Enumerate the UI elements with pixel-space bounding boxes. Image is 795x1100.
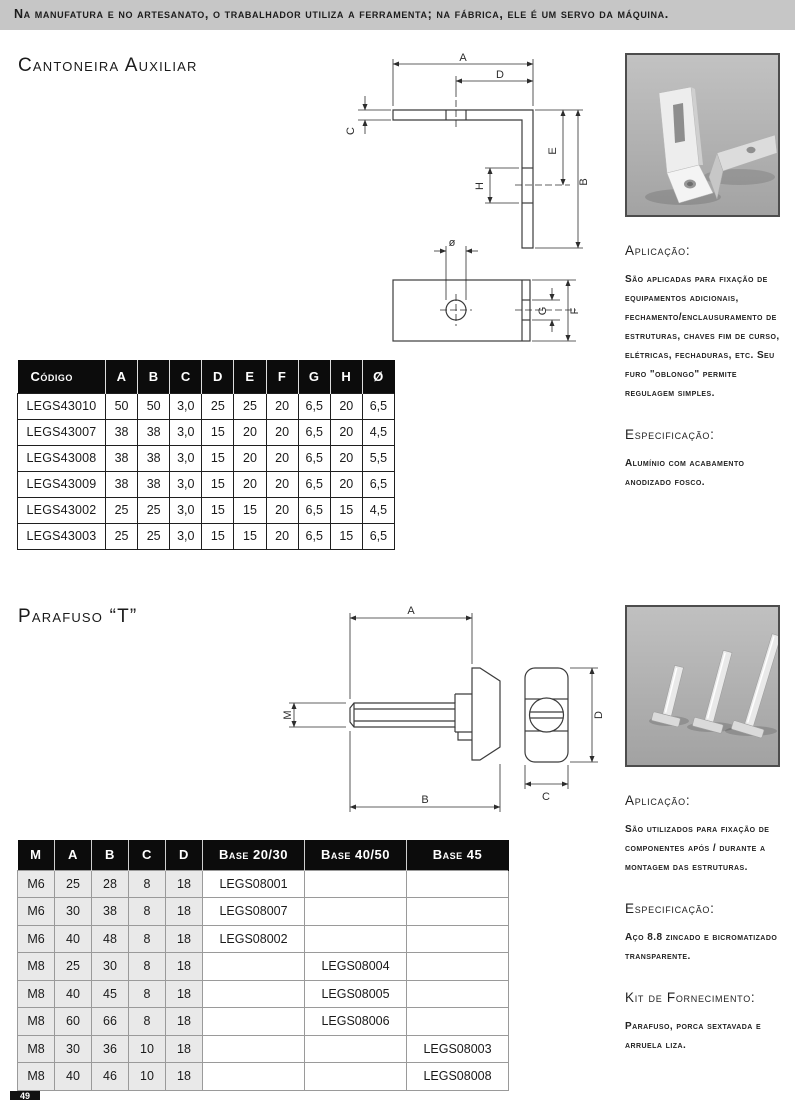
table-cell: 18 <box>166 1008 203 1036</box>
table-cell: LEGS08005 <box>305 980 407 1008</box>
aplicacao-heading: Aplicação: <box>625 243 691 258</box>
table-cell: 6,5 <box>362 523 394 549</box>
table-cell: LEGS08001 <box>203 870 305 898</box>
table-cell: 15 <box>330 523 362 549</box>
table-cell: 38 <box>138 419 170 445</box>
table-cell: 38 <box>138 445 170 471</box>
table-cell: 18 <box>166 870 203 898</box>
table-cell: 30 <box>55 1035 92 1063</box>
especificacao-heading: Especificação: <box>625 427 715 442</box>
table-cell: LEGS43008 <box>18 445 106 471</box>
table-cell: 20 <box>330 419 362 445</box>
table-cell: 40 <box>55 1063 92 1091</box>
table-cell: 18 <box>166 980 203 1008</box>
table-cell <box>407 925 509 953</box>
side-view <box>393 110 533 248</box>
table-row <box>18 393 395 419</box>
table-cell <box>203 1035 305 1063</box>
section-title-cantoneira: Cantoneira Auxiliar <box>18 55 198 76</box>
parafuso-table <box>17 840 509 1091</box>
table-cell: 25 <box>106 523 138 549</box>
table-row <box>18 1035 509 1063</box>
table-cell: 8 <box>129 898 166 926</box>
table-cell: 36 <box>92 1035 129 1063</box>
page-number-badge <box>10 1091 40 1100</box>
table-cell: LEGS43009 <box>18 471 106 497</box>
column-header: C <box>129 840 166 870</box>
table-cell: 3,0 <box>170 445 202 471</box>
dim-label-e: E <box>547 147 559 155</box>
table-cell: 15 <box>202 445 234 471</box>
table-cell: LEGS43010 <box>18 393 106 419</box>
bolt-side-view <box>350 668 500 760</box>
table-cell: 20 <box>234 419 266 445</box>
table-cell: LEGS08007 <box>203 898 305 926</box>
table-cell <box>407 980 509 1008</box>
column-header: H <box>330 360 362 393</box>
table-cell: 10 <box>129 1063 166 1091</box>
table-cell: 20 <box>266 419 298 445</box>
table-cell: 40 <box>55 980 92 1008</box>
table-cell <box>203 1063 305 1091</box>
table-cell: 38 <box>138 471 170 497</box>
table-cell: 8 <box>129 980 166 1008</box>
column-header: Ø <box>362 360 394 393</box>
table-cell: 6,5 <box>298 419 330 445</box>
table-cell: M8 <box>18 1063 55 1091</box>
table-row <box>18 980 509 1008</box>
table-cell: 25 <box>202 393 234 419</box>
table-cell <box>407 1008 509 1036</box>
especificacao-text: Alumínio com acabamento anodizado fosco. <box>625 458 745 488</box>
table-cell: 15 <box>202 471 234 497</box>
table-cell: 8 <box>129 1008 166 1036</box>
dim-label-dia: ø <box>448 237 456 249</box>
especificacao-text: Aço 8.8 zincado e bicromatizado transparente. <box>625 932 778 962</box>
table-header-row <box>18 840 509 870</box>
table-row <box>18 419 395 445</box>
table-cell <box>305 1035 407 1063</box>
table-cell <box>203 980 305 1008</box>
table-cell: M8 <box>18 980 55 1008</box>
table-cell: 18 <box>166 898 203 926</box>
table-row <box>18 898 509 926</box>
table-cell: 3,0 <box>170 419 202 445</box>
table-cell <box>203 953 305 981</box>
table-row <box>18 497 395 523</box>
table-cell: 6,5 <box>298 523 330 549</box>
table-cell <box>407 898 509 926</box>
bottom-view <box>393 280 530 341</box>
table-cell: 10 <box>129 1035 166 1063</box>
table-cell <box>305 925 407 953</box>
table-cell: 15 <box>202 419 234 445</box>
table-cell: 20 <box>330 393 362 419</box>
column-header: G <box>298 360 330 393</box>
column-header: D <box>166 840 203 870</box>
column-header: Código <box>18 360 106 393</box>
table-cell: 25 <box>138 523 170 549</box>
column-header: E <box>234 360 266 393</box>
kit-heading: Kit de Fornecimento: <box>625 990 756 1005</box>
table-cell: 3,0 <box>170 471 202 497</box>
parafuso-technical-drawing <box>280 593 610 823</box>
aplicacao-heading: Aplicação: <box>625 793 691 808</box>
table-row <box>18 523 395 549</box>
table-cell <box>407 953 509 981</box>
table-cell: 3,0 <box>170 523 202 549</box>
table-cell <box>305 870 407 898</box>
parafuso-photo-image <box>627 607 778 765</box>
table-cell: 6,5 <box>362 393 394 419</box>
table-cell: 20 <box>330 471 362 497</box>
table-cell: M6 <box>18 925 55 953</box>
table-cell: 20 <box>330 445 362 471</box>
table-cell: 6,5 <box>298 393 330 419</box>
table-cell: 38 <box>106 445 138 471</box>
table-cell: 4,5 <box>362 497 394 523</box>
parafuso-info <box>625 793 789 1079</box>
bolt-side-dimensions <box>289 613 500 812</box>
table-cell: 66 <box>92 1008 129 1036</box>
table-cell: 38 <box>106 471 138 497</box>
table-cell: 20 <box>266 471 298 497</box>
table-row <box>18 925 509 953</box>
table-cell: 46 <box>92 1063 129 1091</box>
column-header: A <box>106 360 138 393</box>
dim-label-g: G <box>537 306 549 316</box>
table-cell: 20 <box>234 471 266 497</box>
table-cell: 20 <box>266 523 298 549</box>
table-cell: 20 <box>266 445 298 471</box>
dim-label-d: D <box>496 69 504 81</box>
column-header: A <box>55 840 92 870</box>
table-cell: 8 <box>129 870 166 898</box>
table-cell: 8 <box>129 953 166 981</box>
column-header: B <box>92 840 129 870</box>
quote-text: Na manufatura e no artesanato, o trabalhador utiliza a ferramenta; na fábrica, ele é um servo da máquina. <box>14 7 669 21</box>
table-cell: 18 <box>166 1035 203 1063</box>
aplicacao-text: São utilizados para fixação de componentes após / durante a montagem das estruturas. <box>625 824 770 873</box>
table-cell: M8 <box>18 1035 55 1063</box>
column-header: F <box>266 360 298 393</box>
table-row <box>18 1063 509 1091</box>
column-header: Base 20/30 <box>203 840 305 870</box>
table-cell: 5,5 <box>362 445 394 471</box>
column-header: D <box>202 360 234 393</box>
table-cell: 8 <box>129 925 166 953</box>
table-cell: LEGS43002 <box>18 497 106 523</box>
cantoneira-photo-image <box>627 55 778 215</box>
table-cell: 15 <box>202 497 234 523</box>
quote-banner <box>0 0 795 30</box>
table-row <box>18 953 509 981</box>
dim-label-a: A <box>459 52 467 64</box>
bolt-end-view <box>525 668 568 762</box>
aplicacao-text: São aplicadas para fixação de equipamentos adicionais, fechamento/enclausuramento de estruturas, chaves fim de curso, elétricas, fechaduras, etc. Seu furo "oblongo" permite regulagem simples. <box>625 274 780 399</box>
table-cell: 6,5 <box>298 497 330 523</box>
table-cell: LEGS43007 <box>18 419 106 445</box>
dim-label-h: H <box>474 182 486 190</box>
table-cell: 18 <box>166 925 203 953</box>
dim-label-b: B <box>578 178 590 186</box>
table-cell: 40 <box>55 925 92 953</box>
table-row <box>18 445 395 471</box>
section-title-parafuso: Parafuso “T” <box>18 606 138 627</box>
dim-label-c: C <box>345 127 357 135</box>
column-header: Base 45 <box>407 840 509 870</box>
table-cell: LEGS08003 <box>407 1035 509 1063</box>
dim-label-d: D <box>593 711 605 719</box>
table-cell: LEGS08002 <box>203 925 305 953</box>
table-cell: 18 <box>166 1063 203 1091</box>
table-cell: 4,5 <box>362 419 394 445</box>
parafuso-photo <box>625 605 780 767</box>
table-cell: 6,5 <box>362 471 394 497</box>
table-cell: 25 <box>106 497 138 523</box>
table-cell: 20 <box>266 497 298 523</box>
table-cell: M6 <box>18 870 55 898</box>
table-cell <box>407 870 509 898</box>
table-cell: 50 <box>106 393 138 419</box>
table-header-row <box>18 360 395 393</box>
column-header: C <box>170 360 202 393</box>
table-cell: 48 <box>92 925 129 953</box>
table-cell: 60 <box>55 1008 92 1036</box>
table-cell <box>305 1063 407 1091</box>
bottom-view-dimensions <box>434 246 576 341</box>
dim-label-b: B <box>421 794 429 806</box>
dim-label-m: M <box>282 710 294 720</box>
table-cell: 50 <box>138 393 170 419</box>
column-header: M <box>18 840 55 870</box>
column-header: B <box>138 360 170 393</box>
cantoneira-technical-drawing <box>330 50 600 355</box>
table-cell: 45 <box>92 980 129 1008</box>
table-cell: LEGS08008 <box>407 1063 509 1091</box>
especificacao-heading: Especificação: <box>625 901 715 916</box>
table-cell: 30 <box>55 898 92 926</box>
table-row <box>18 1008 509 1036</box>
table-cell: 6,5 <box>298 471 330 497</box>
table-cell: 15 <box>330 497 362 523</box>
kit-text: Parafuso, porca sextavada e arruela liza. <box>625 1021 762 1051</box>
table-cell: 28 <box>92 870 129 898</box>
table-cell: 15 <box>234 523 266 549</box>
dim-label-c: C <box>542 791 550 803</box>
table-cell: M8 <box>18 953 55 981</box>
column-header: Base 40/50 <box>305 840 407 870</box>
cantoneira-table <box>17 360 395 550</box>
table-cell: 3,0 <box>170 393 202 419</box>
table-cell: 20 <box>266 393 298 419</box>
table-cell: 25 <box>55 870 92 898</box>
table-row <box>18 471 395 497</box>
table-cell <box>203 1008 305 1036</box>
dim-label-f: F <box>569 307 581 315</box>
table-cell: LEGS08006 <box>305 1008 407 1036</box>
table-cell: LEGS08004 <box>305 953 407 981</box>
table-cell: 38 <box>106 419 138 445</box>
table-cell: 3,0 <box>170 497 202 523</box>
table-cell: M8 <box>18 1008 55 1036</box>
page-number: 49 <box>19 1091 30 1100</box>
table-cell: 15 <box>202 523 234 549</box>
table-cell: 18 <box>166 953 203 981</box>
table-cell: 6,5 <box>298 445 330 471</box>
table-cell <box>305 898 407 926</box>
cantoneira-photo <box>625 53 780 217</box>
table-cell: 30 <box>92 953 129 981</box>
table-cell: 15 <box>234 497 266 523</box>
table-cell: LEGS43003 <box>18 523 106 549</box>
cantoneira-info <box>625 243 789 516</box>
table-row <box>18 870 509 898</box>
table-cell: 38 <box>92 898 129 926</box>
table-cell: 25 <box>234 393 266 419</box>
table-cell: M6 <box>18 898 55 926</box>
dim-label-a: A <box>407 605 415 617</box>
table-cell: 25 <box>138 497 170 523</box>
table-cell: 20 <box>234 445 266 471</box>
table-cell: 25 <box>55 953 92 981</box>
